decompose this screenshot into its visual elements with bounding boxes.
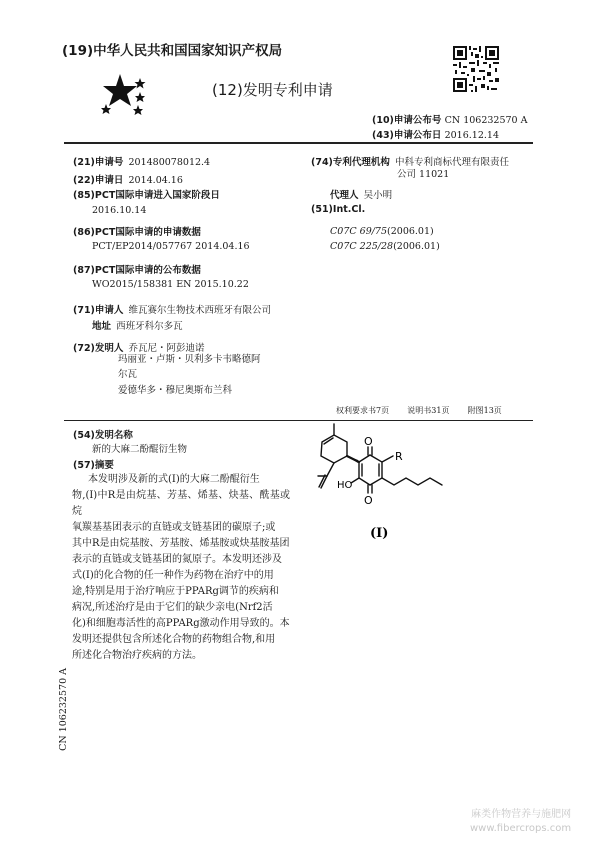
structure-hydroxyl: HO xyxy=(337,480,353,491)
field-51-label: (51)Int.Cl. xyxy=(311,204,366,215)
agent xyxy=(330,183,392,202)
emblem-stars-icon xyxy=(96,72,148,118)
field-85-value: 2016.10.14 xyxy=(92,205,147,216)
field-85-label: (85)PCT国际申请进入国家阶段日 xyxy=(73,190,220,201)
publication-number-label: (10)申请公布号 xyxy=(372,115,442,126)
abstract-line: 物,(I)中R是由烷基、芳基、烯基、炔基、酰基或烷 xyxy=(72,490,290,517)
document-type-title: (12)发明专利申请 xyxy=(212,81,333,99)
publication-date xyxy=(372,127,499,141)
address-value: 西班牙科尔多瓦 xyxy=(116,321,183,332)
field-86-label: (86)PCT国际申请的申请数据 xyxy=(73,227,201,238)
publication-date-value: 2016.12.14 xyxy=(444,130,499,141)
field-74-label: (74)专利代理机构 xyxy=(311,157,390,168)
ipc-1-code: C07C 69/75 xyxy=(330,226,388,237)
publication-number-value: CN 106232570 A xyxy=(444,115,528,126)
watermark xyxy=(470,808,571,836)
field-21-label: (21)申请号 xyxy=(73,157,124,168)
abstract-line: 式(I)的化合物的任一种作为药物在治疗中的用 xyxy=(72,570,274,581)
field-74-value-line-2: 公司 11021 xyxy=(397,169,450,180)
invention-title-label: (54)发明名称 xyxy=(73,430,133,441)
structure-r-group: R xyxy=(395,450,403,463)
abstract-line: 化)和细胞毒活性的高PPARg激动作用导致的。本 xyxy=(72,618,290,629)
agent-value: 吴小明 xyxy=(363,190,393,201)
watermark-line-2: www.fibercrops.com xyxy=(470,823,572,834)
section-divider xyxy=(64,420,533,421)
page-counts xyxy=(336,405,502,416)
inventor-1: 乔瓦尼・阿彭迪诺 xyxy=(128,343,205,354)
abstract-line: 其中R是由烷基胺、芳基胺、烯基胺或炔基胺基团 xyxy=(72,538,290,549)
structure-oxygen-top: O xyxy=(364,435,373,448)
side-publication-number: CN 106232570 A xyxy=(58,668,69,751)
abstract-line: 表示的直链或支链基团的氮原子。本发明还涉及 xyxy=(72,554,282,565)
inventor-2-line-1: 玛丽亚・卢斯・贝利多卡韦略德阿 xyxy=(118,354,261,365)
ipc-2-code: C07C 225/28 xyxy=(330,241,394,252)
applicant-address xyxy=(92,314,183,333)
ipc-1-year: (2006.01) xyxy=(387,226,434,237)
field-72-label: (72)发明人 xyxy=(73,343,124,354)
abstract-label: (57)摘要 xyxy=(73,460,114,471)
publication-date-label: (43)申请公布日 xyxy=(372,130,442,141)
abstract-line: 病况,所述治疗是由于它们的缺少亲电(Nrf2活 xyxy=(72,602,273,613)
inventor-2-line-2: 尔瓦 xyxy=(118,369,138,380)
header-divider xyxy=(64,142,533,144)
abstract-line: 所述化合物治疗疾病的方法。 xyxy=(72,650,202,661)
inventor-3: 爱德华多・穆尼奥斯布兰科 xyxy=(118,385,233,396)
field-71-label: (71)申请人 xyxy=(73,305,124,316)
field-86-value: PCT/EP2014/057767 2014.04.16 xyxy=(92,241,250,252)
field-22-label: (22)申请日 xyxy=(73,175,124,186)
description-pages: 说明书31页 xyxy=(407,406,450,415)
abstract-line: 本发明涉及新的式(I)的大麻二酚醌衍生 xyxy=(88,474,260,485)
drawing-pages: 附图13页 xyxy=(467,406,502,415)
qr-code xyxy=(453,46,499,92)
field-21-value: 201480078012.4 xyxy=(128,157,211,168)
claims-pages: 权利要求书7页 xyxy=(336,406,390,415)
ipc-2-year: (2006.01) xyxy=(393,241,440,252)
publication-number xyxy=(372,112,527,126)
field-74-value-line-1: 中科专利商标代理有限责任 xyxy=(395,157,510,168)
watermark-line-1: 麻类作物营养与施肥网 xyxy=(471,809,572,820)
address-label: 地址 xyxy=(92,321,112,332)
office-name: (19)中华人民共和国国家知识产权局 xyxy=(62,43,283,59)
field-71-value: 维瓦赛尔生物技术西班牙有限公司 xyxy=(128,305,272,316)
agent-label: 代理人 xyxy=(330,190,359,201)
field-21 xyxy=(73,150,210,169)
ipc-2 xyxy=(330,234,440,253)
invention-title: 新的大麻二酚醌衍生物 xyxy=(92,444,188,455)
field-22 xyxy=(73,168,183,187)
abstract-line: 发明还提供包含所述化合物的药物组合物,和用 xyxy=(72,634,276,645)
structure-oxygen-bottom: O xyxy=(364,494,373,507)
abstract-body xyxy=(72,472,290,664)
field-22-value: 2014.04.16 xyxy=(128,175,183,186)
field-87-value: WO2015/158381 EN 2015.10.22 xyxy=(92,279,249,290)
field-87-label: (87)PCT国际申请的公布数据 xyxy=(73,265,201,276)
chemical-structure xyxy=(300,420,460,545)
abstract-line: 途,特别是用于治疗响应于PPARg调节的疾病和 xyxy=(72,586,279,597)
abstract-line: 氧羰基基团表示的直链或支链基团的碳原子;或 xyxy=(72,522,276,533)
formula-number: (I) xyxy=(370,526,389,541)
